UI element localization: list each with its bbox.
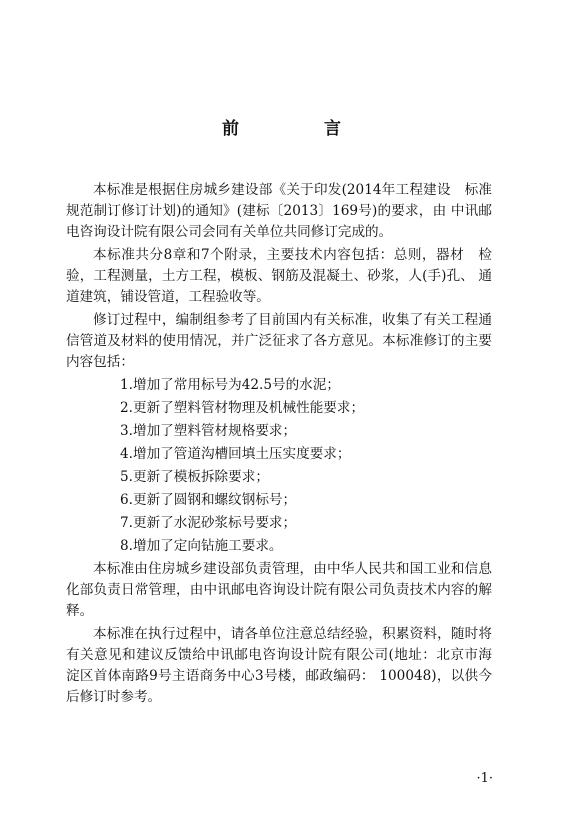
- list-item: 7.更新了水泥砂浆标号要求；: [120, 515, 297, 531]
- preface-body: [66, 180, 492, 710]
- list-item: 4.增加了管道沟槽回填土压实度要求；: [120, 446, 351, 462]
- list-item: 1.增加了常用标号为42.5号的水泥；: [120, 377, 340, 393]
- list-item: 3.增加了塑料管材规格要求；: [120, 423, 297, 439]
- list-item: 8.增加了定向钻施工要求。: [120, 538, 283, 554]
- paragraph-basis: 本标准是根据住房城乡建设部《关于印发(2014年工程建设 标准规范制订修订计划)的通知》(建标〔2013〕169号)的要求，由 中讯邮电咨询设计院有限公司会同有关单位共同修订完成的。: [66, 182, 492, 240]
- paragraph-scope: 本标准共分8章和7个附录，主要技术内容包括：总则，器材 检验，工程测量，土方工程，模板、钢筋及混凝土、砂浆，人(手)孔、 通道建筑，铺设管道，工程验收等。: [66, 247, 492, 305]
- list-item: 2.更新了塑料管材物理及机械性能要求；: [120, 400, 365, 416]
- paragraph-feedback: 本标准在执行过程中，请各单位注意总结经验，积累资料，随时将有关意见和建议反馈给中讯邮电咨询设计院有限公司(地址：北京市海淀区首体南路9号主语商务中心3号楼，邮政编码： 100048)，以供今后修订时参考。: [66, 626, 492, 705]
- list-item: 5.更新了模板拆除要求；: [120, 469, 269, 485]
- paragraph-management: 本标准由住房城乡建设部负责管理，由中华人民共和国工业和信息化部负责日常管理，由中讯邮电咨询设计院有限公司负责技术内容的解释。: [66, 561, 492, 619]
- paragraph-revision: 修订过程中，编制组参考了目前国内有关标准，收集了有关工程通信管道及材料的使用情况，并广泛征求了各方意见。本标准修订的主要内容包括：: [66, 312, 492, 370]
- list-item: 6.更新了圆钢和螺纹钢标号；: [120, 492, 297, 508]
- page-title: 前 言: [222, 119, 375, 139]
- page-number: ·1·: [476, 771, 493, 786]
